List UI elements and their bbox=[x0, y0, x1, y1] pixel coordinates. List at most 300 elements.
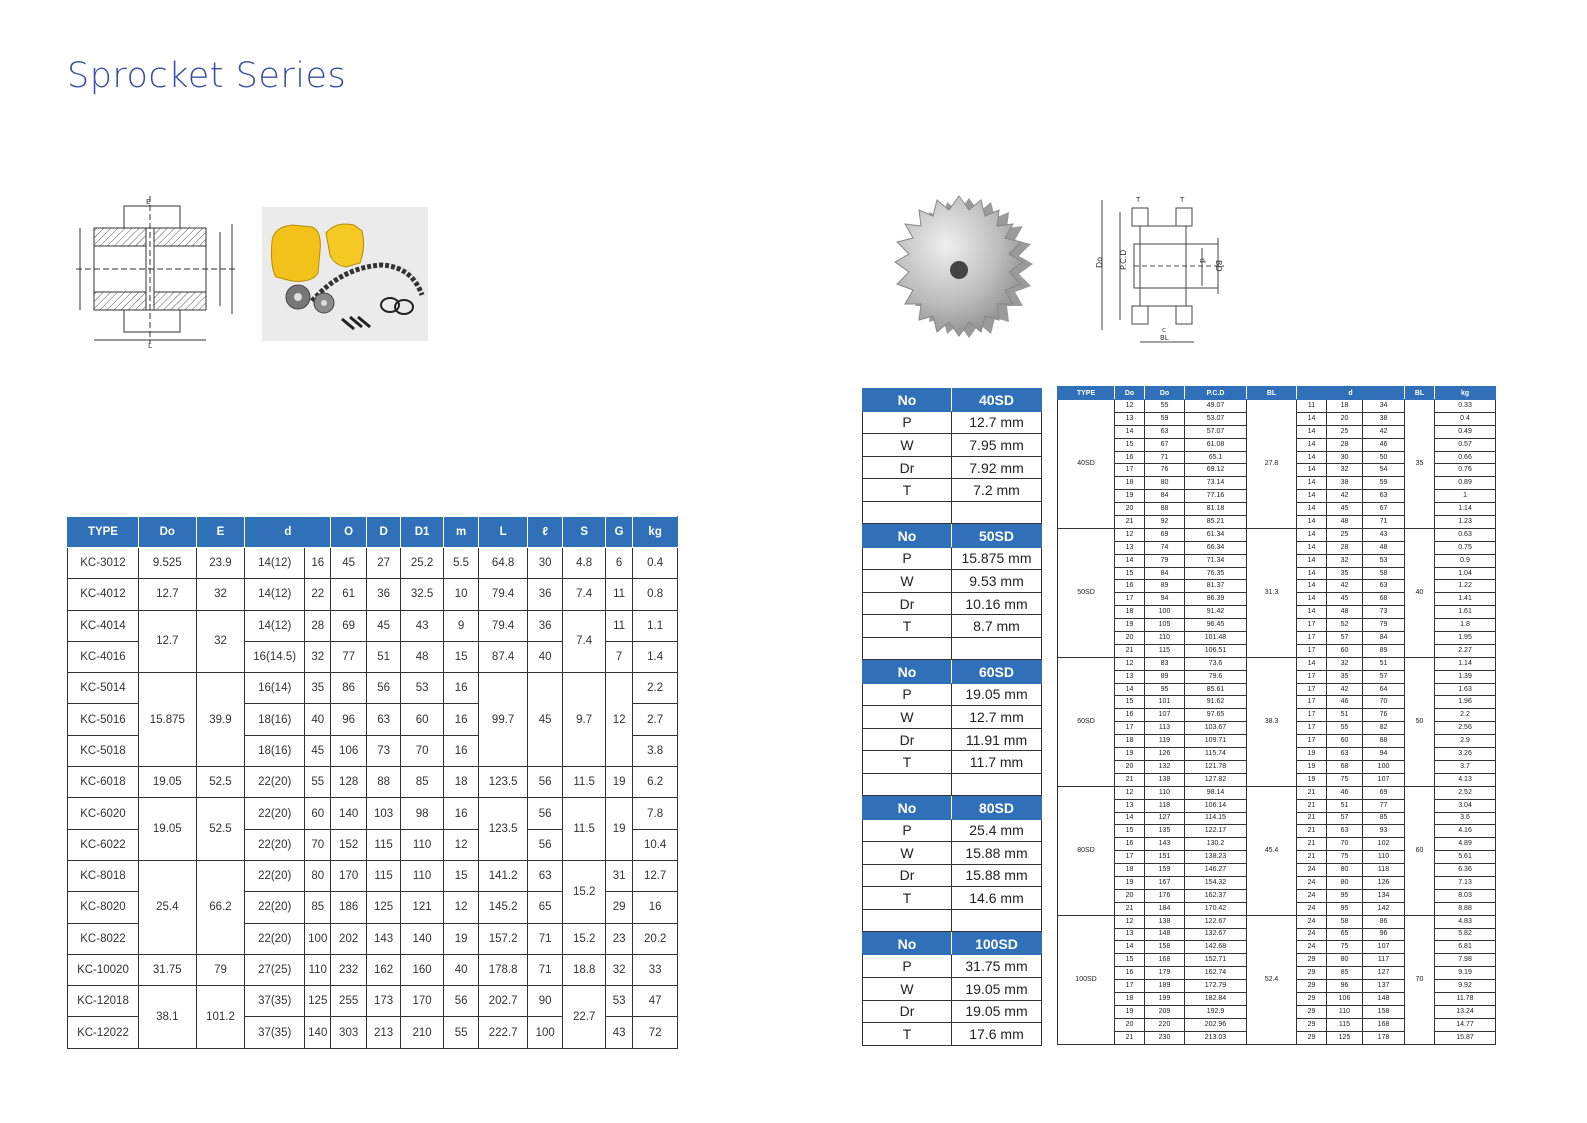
column-header: E bbox=[196, 517, 245, 548]
spec-cell: P bbox=[863, 547, 952, 570]
table-cell: 18 bbox=[1115, 992, 1145, 1005]
table-row bbox=[68, 548, 678, 579]
table-cell: 18 bbox=[1115, 606, 1145, 619]
table-cell: 70 bbox=[305, 829, 331, 860]
table-cell: 102 bbox=[1363, 838, 1405, 851]
spec-cell: 11.91 mm bbox=[952, 728, 1042, 751]
table-cell: 14(12) bbox=[245, 548, 305, 579]
table-cell: 0.4 bbox=[1435, 412, 1496, 425]
table-cell: 58 bbox=[1363, 567, 1405, 580]
table-cell: 84 bbox=[1145, 567, 1185, 580]
table-cell: 29 bbox=[1297, 992, 1327, 1005]
table-cell: 31 bbox=[605, 860, 632, 891]
table-cell: 30 bbox=[1327, 451, 1363, 464]
table-cell: 17 bbox=[1115, 980, 1145, 993]
table-cell: 127 bbox=[1363, 967, 1405, 980]
table-cell: 77 bbox=[331, 641, 366, 672]
table-cell: 100 bbox=[1145, 606, 1185, 619]
table-cell: 70 bbox=[1363, 696, 1405, 709]
table-cell: 127 bbox=[1145, 812, 1185, 825]
table-cell: 148 bbox=[1363, 992, 1405, 1005]
table-cell: 14 bbox=[1297, 541, 1327, 554]
table-cell: 110 bbox=[1145, 786, 1185, 799]
table-cell: 82 bbox=[1363, 722, 1405, 735]
table-cell: 76 bbox=[1363, 709, 1405, 722]
table-cell: 19.05 bbox=[138, 767, 196, 798]
table-cell: 48 bbox=[1327, 516, 1363, 529]
table-cell: 12 bbox=[443, 892, 478, 923]
table-cell: 1.39 bbox=[1435, 670, 1496, 683]
table-cell: 1.1 bbox=[633, 610, 678, 641]
table-cell: 40 bbox=[443, 954, 478, 985]
coupling-dimension-table bbox=[67, 516, 678, 1049]
spec-spacer-row bbox=[863, 501, 1042, 523]
table-cell: 17 bbox=[1297, 670, 1327, 683]
table-cell: 125 bbox=[1327, 1031, 1363, 1044]
table-cell: 16 bbox=[443, 704, 478, 735]
table-cell: 2.7 bbox=[633, 704, 678, 735]
spec-header-cell: No bbox=[863, 796, 952, 819]
table-cell: 18(16) bbox=[245, 704, 305, 735]
table-cell: KC-4012 bbox=[68, 579, 139, 610]
column-header: BL bbox=[1247, 387, 1297, 400]
table-cell: 115 bbox=[366, 860, 400, 891]
table-cell: 17 bbox=[1297, 696, 1327, 709]
table-cell: 0.9 bbox=[1435, 554, 1496, 567]
spec-cell: T bbox=[863, 887, 952, 910]
spec-cell: Dr bbox=[863, 592, 952, 615]
chain-spec-table bbox=[862, 932, 1042, 1046]
table-cell: 21 bbox=[1297, 851, 1327, 864]
table-cell: 16 bbox=[633, 892, 678, 923]
table-cell: 14 bbox=[1297, 593, 1327, 606]
table-cell: 86 bbox=[1363, 915, 1405, 928]
table-cell: 65.1 bbox=[1185, 451, 1247, 464]
table-cell: 213.03 bbox=[1185, 1031, 1247, 1044]
table-cell: 140 bbox=[401, 923, 444, 954]
table-cell: 30 bbox=[527, 548, 562, 579]
table-cell: 19 bbox=[443, 923, 478, 954]
spec-cell: Dr bbox=[863, 1000, 952, 1023]
table-cell: 54 bbox=[1363, 464, 1405, 477]
table-row bbox=[1058, 915, 1496, 928]
table-cell: 220 bbox=[1145, 1018, 1185, 1031]
table-cell: 18 bbox=[1327, 400, 1363, 413]
table-cell: 32 bbox=[305, 641, 331, 672]
table-cell: 5.61 bbox=[1435, 851, 1496, 864]
spec-row bbox=[863, 592, 1042, 615]
table-cell: KC-6018 bbox=[68, 767, 139, 798]
table-cell: 125 bbox=[366, 892, 400, 923]
table-cell: 141.2 bbox=[479, 860, 528, 891]
table-cell: 6.81 bbox=[1435, 941, 1496, 954]
table-cell: 19 bbox=[605, 767, 632, 798]
table-cell: 80 bbox=[1327, 864, 1363, 877]
column-header: kg bbox=[1435, 387, 1496, 400]
spec-row bbox=[863, 615, 1042, 638]
bl-cell: 35 bbox=[1405, 400, 1435, 529]
sprocket-dimension-table bbox=[1057, 386, 1496, 1045]
table-cell: 81.18 bbox=[1185, 503, 1247, 516]
table-cell: 21 bbox=[1115, 516, 1145, 529]
bl-cell: 52.4 bbox=[1247, 915, 1297, 1044]
table-cell: 15 bbox=[1115, 954, 1145, 967]
table-cell: 7.13 bbox=[1435, 876, 1496, 889]
bl-cell: 50 bbox=[1405, 657, 1435, 786]
table-cell: 230 bbox=[1145, 1031, 1185, 1044]
table-cell: 38.1 bbox=[138, 986, 196, 1049]
table-cell: 6.36 bbox=[1435, 864, 1496, 877]
table-cell: 24 bbox=[1297, 864, 1327, 877]
table-cell: 4.8 bbox=[563, 548, 606, 579]
table-cell: KC-6020 bbox=[68, 798, 139, 829]
sprocket-type-cell: 100SD bbox=[1058, 915, 1115, 1044]
table-cell: 7.8 bbox=[633, 798, 678, 829]
spec-cell: 12.7 mm bbox=[952, 411, 1042, 434]
table-cell: 79 bbox=[196, 954, 245, 985]
spec-cell: 31.75 mm bbox=[952, 955, 1042, 978]
table-cell: 69 bbox=[331, 610, 366, 641]
spec-header-cell: 100SD bbox=[952, 932, 1042, 955]
table-cell: 14 bbox=[1297, 516, 1327, 529]
table-cell: 29 bbox=[1297, 1031, 1327, 1044]
table-cell: 56 bbox=[527, 767, 562, 798]
table-cell: 4.16 bbox=[1435, 825, 1496, 838]
table-cell: 4.13 bbox=[1435, 773, 1496, 786]
table-cell: KC-6022 bbox=[68, 829, 139, 860]
table-cell: 168 bbox=[1363, 1018, 1405, 1031]
table-cell: 51 bbox=[1327, 799, 1363, 812]
spec-cell: 14.6 mm bbox=[952, 887, 1042, 910]
table-cell: 17 bbox=[1115, 464, 1145, 477]
table-cell: 126 bbox=[1145, 748, 1185, 761]
table-cell: 12 bbox=[1115, 657, 1145, 670]
table-cell: 11.5 bbox=[563, 767, 606, 798]
table-cell: 17 bbox=[1297, 632, 1327, 645]
table-cell: 96.45 bbox=[1185, 619, 1247, 632]
chain-spec-tables bbox=[862, 388, 1042, 1046]
table-cell: 52.5 bbox=[196, 767, 245, 798]
table-cell: 73.14 bbox=[1185, 477, 1247, 490]
table-cell: 12.7 bbox=[138, 610, 196, 673]
table-cell: 101.48 bbox=[1185, 632, 1247, 645]
table-cell: 12 bbox=[443, 829, 478, 860]
table-cell: 22(20) bbox=[245, 798, 305, 829]
table-cell: 142.68 bbox=[1185, 941, 1247, 954]
table-cell: 202.96 bbox=[1185, 1018, 1247, 1031]
table-cell: 32.5 bbox=[401, 579, 444, 610]
table-cell: 14 bbox=[1115, 554, 1145, 567]
table-row bbox=[68, 767, 678, 798]
table-cell: 16 bbox=[1115, 451, 1145, 464]
table-cell: 5.82 bbox=[1435, 928, 1496, 941]
table-cell: 170.42 bbox=[1185, 902, 1247, 915]
drawing-label-l: L bbox=[148, 342, 152, 348]
table-cell: 127.82 bbox=[1185, 773, 1247, 786]
table-cell: 121.78 bbox=[1185, 760, 1247, 773]
table-cell: 189 bbox=[1145, 980, 1185, 993]
table-cell: 61.34 bbox=[1185, 528, 1247, 541]
table-cell: 162 bbox=[366, 954, 400, 985]
spec-cell: P bbox=[863, 819, 952, 842]
table-cell: 35 bbox=[1327, 670, 1363, 683]
table-cell: 109.71 bbox=[1185, 735, 1247, 748]
spec-cell: Dr bbox=[863, 864, 952, 887]
chain-spec-table bbox=[862, 796, 1042, 932]
spec-row bbox=[863, 479, 1042, 502]
table-cell: 56 bbox=[366, 673, 400, 704]
table-cell: 16 bbox=[443, 673, 478, 704]
table-cell: 0.76 bbox=[1435, 464, 1496, 477]
table-cell: 32 bbox=[605, 954, 632, 985]
table-cell: 48 bbox=[1327, 606, 1363, 619]
table-cell: 32 bbox=[1327, 657, 1363, 670]
table-cell: 19.05 bbox=[138, 798, 196, 861]
spec-cell: 15.875 mm bbox=[952, 547, 1042, 570]
sprocket-table-header bbox=[1058, 387, 1496, 400]
table-cell: 13 bbox=[1115, 670, 1145, 683]
table-cell: 23 bbox=[605, 923, 632, 954]
table-cell: 12 bbox=[1115, 400, 1145, 413]
table-cell: 170 bbox=[331, 860, 366, 891]
table-cell: 0.4 bbox=[633, 548, 678, 579]
chain-spec-table bbox=[862, 660, 1042, 796]
table-cell: 138 bbox=[1145, 915, 1185, 928]
table-cell: 16 bbox=[1115, 838, 1145, 851]
table-cell: 29 bbox=[1297, 980, 1327, 993]
table-row bbox=[1058, 657, 1496, 670]
table-cell: 13.24 bbox=[1435, 1005, 1496, 1018]
table-cell: 179 bbox=[1145, 967, 1185, 980]
table-cell: 7.98 bbox=[1435, 954, 1496, 967]
table-cell: 118 bbox=[1145, 799, 1185, 812]
table-cell: KC-4014 bbox=[68, 610, 139, 641]
table-cell: 25.4 bbox=[138, 860, 196, 954]
table-cell: 1.23 bbox=[1435, 516, 1496, 529]
table-cell: 110 bbox=[1363, 851, 1405, 864]
table-cell: 1.41 bbox=[1435, 593, 1496, 606]
table-cell: 123.5 bbox=[479, 767, 528, 798]
table-cell: 22(20) bbox=[245, 860, 305, 891]
table-row bbox=[1058, 400, 1496, 413]
table-cell: 115 bbox=[1327, 1018, 1363, 1031]
table-cell: 49.07 bbox=[1185, 400, 1247, 413]
spec-row bbox=[863, 819, 1042, 842]
table-cell: 74 bbox=[1145, 541, 1185, 554]
table-cell: 22.7 bbox=[563, 986, 606, 1049]
column-header: P.C.D bbox=[1185, 387, 1247, 400]
table-cell: 3.8 bbox=[633, 735, 678, 766]
table-cell: 95 bbox=[1327, 889, 1363, 902]
table-cell: 14.77 bbox=[1435, 1018, 1496, 1031]
spec-header-cell: No bbox=[863, 932, 952, 955]
table-cell: 12 bbox=[605, 673, 632, 767]
table-cell: 24 bbox=[1297, 915, 1327, 928]
table-cell: 45 bbox=[305, 735, 331, 766]
spec-row bbox=[863, 1023, 1042, 1046]
table-cell: 88 bbox=[1145, 503, 1185, 516]
spec-table-header bbox=[863, 932, 1042, 955]
table-cell: 67 bbox=[1363, 503, 1405, 516]
table-cell: 16 bbox=[1115, 709, 1145, 722]
table-cell: 47 bbox=[633, 986, 678, 1017]
column-header: G bbox=[605, 517, 632, 548]
table-cell: 68 bbox=[1363, 593, 1405, 606]
table-cell: 17 bbox=[1115, 593, 1145, 606]
table-cell: 16 bbox=[443, 798, 478, 829]
spec-header-cell: No bbox=[863, 524, 952, 547]
table-cell: 11 bbox=[605, 579, 632, 610]
spec-cell: 7.95 mm bbox=[952, 434, 1042, 457]
table-cell: 13 bbox=[1115, 541, 1145, 554]
table-cell: 77 bbox=[1363, 799, 1405, 812]
table-cell: 17 bbox=[1115, 851, 1145, 864]
table-cell: 29 bbox=[1297, 1005, 1327, 1018]
table-cell: 9 bbox=[443, 610, 478, 641]
table-cell: 9.92 bbox=[1435, 980, 1496, 993]
table-cell: 143 bbox=[1145, 838, 1185, 851]
table-cell: 14 bbox=[1297, 528, 1327, 541]
table-cell: 21 bbox=[1115, 902, 1145, 915]
spec-spacer-row bbox=[863, 637, 1042, 659]
table-cell: 3.04 bbox=[1435, 799, 1496, 812]
table-cell: 106.51 bbox=[1185, 644, 1247, 657]
spec-header-cell: No bbox=[863, 660, 952, 683]
table-cell: 69 bbox=[1363, 786, 1405, 799]
table-cell: 63 bbox=[1145, 425, 1185, 438]
table-cell: 1.04 bbox=[1435, 567, 1496, 580]
table-cell: 17 bbox=[1297, 735, 1327, 748]
spec-table-header bbox=[863, 524, 1042, 547]
table-cell: 57 bbox=[1327, 632, 1363, 645]
table-cell: 0.89 bbox=[1435, 477, 1496, 490]
table-cell: 125 bbox=[305, 986, 331, 1017]
table-cell: 42 bbox=[1327, 683, 1363, 696]
table-cell: 53 bbox=[605, 986, 632, 1017]
table-row bbox=[68, 860, 678, 891]
table-cell: 107 bbox=[1363, 773, 1405, 786]
table-cell: 96 bbox=[1363, 928, 1405, 941]
table-cell: 22 bbox=[305, 579, 331, 610]
table-cell: 13 bbox=[1115, 928, 1145, 941]
spec-cell: W bbox=[863, 570, 952, 593]
table-cell: 1.4 bbox=[633, 641, 678, 672]
table-cell: 14 bbox=[1297, 451, 1327, 464]
spec-row bbox=[863, 978, 1042, 1001]
table-cell: 64 bbox=[1363, 683, 1405, 696]
spec-header-cell: 50SD bbox=[952, 524, 1042, 547]
table-cell: 107 bbox=[1145, 709, 1185, 722]
table-cell: 94 bbox=[1363, 748, 1405, 761]
table-cell: 9.525 bbox=[138, 548, 196, 579]
table-cell: KC-8018 bbox=[68, 860, 139, 891]
table-cell: 22(20) bbox=[245, 892, 305, 923]
table-cell: 10 bbox=[443, 579, 478, 610]
table-cell: 21 bbox=[1297, 838, 1327, 851]
table-cell: 66.2 bbox=[196, 860, 245, 954]
table-cell: 18 bbox=[1115, 477, 1145, 490]
table-cell: 103.67 bbox=[1185, 722, 1247, 735]
table-row bbox=[1058, 528, 1496, 541]
table-cell: 29 bbox=[1297, 967, 1327, 980]
table-cell: 66.34 bbox=[1185, 541, 1247, 554]
table-cell: 24 bbox=[1297, 889, 1327, 902]
bl-cell: 31.3 bbox=[1247, 528, 1297, 657]
table-cell: 55 bbox=[1145, 400, 1185, 413]
table-cell: 88 bbox=[1363, 735, 1405, 748]
bl-cell: 70 bbox=[1405, 915, 1435, 1044]
table-cell: 73 bbox=[366, 735, 400, 766]
table-cell: 57 bbox=[1363, 670, 1405, 683]
spec-cell: 19.05 mm bbox=[952, 978, 1042, 1001]
table-cell: 17 bbox=[1297, 709, 1327, 722]
table-cell: 0.63 bbox=[1435, 528, 1496, 541]
table-cell: 20 bbox=[1115, 1018, 1145, 1031]
table-cell: 97.65 bbox=[1185, 709, 1247, 722]
table-cell: 123.5 bbox=[479, 798, 528, 861]
table-cell: 138.23 bbox=[1185, 851, 1247, 864]
spec-cell: 7.92 mm bbox=[952, 456, 1042, 479]
table-cell: 34 bbox=[1363, 400, 1405, 413]
table-cell: 22(20) bbox=[245, 829, 305, 860]
table-cell: 79.4 bbox=[479, 610, 528, 641]
table-cell: 73 bbox=[1363, 606, 1405, 619]
table-cell: 14 bbox=[1297, 657, 1327, 670]
table-cell: 42 bbox=[1327, 490, 1363, 503]
column-header: L bbox=[479, 517, 528, 548]
table-cell: 86 bbox=[331, 673, 366, 704]
table-cell: 8.88 bbox=[1435, 902, 1496, 915]
table-cell: 2.2 bbox=[1435, 709, 1496, 722]
table-cell: 107 bbox=[1363, 941, 1405, 954]
table-cell: 3.7 bbox=[1435, 760, 1496, 773]
table-cell: 23.9 bbox=[196, 548, 245, 579]
table-cell: 17 bbox=[1297, 619, 1327, 632]
table-cell: 98 bbox=[401, 798, 444, 829]
spec-cell: T bbox=[863, 751, 952, 774]
table-cell: 2.56 bbox=[1435, 722, 1496, 735]
table-cell: 128 bbox=[331, 767, 366, 798]
table-cell: 151 bbox=[1145, 851, 1185, 864]
table-cell: 11.5 bbox=[563, 798, 606, 861]
spec-row bbox=[863, 842, 1042, 865]
table-cell: 14 bbox=[1297, 554, 1327, 567]
table-cell: 89 bbox=[1145, 580, 1185, 593]
table-cell: 24 bbox=[1297, 928, 1327, 941]
sprocket-type-cell: 80SD bbox=[1058, 786, 1115, 915]
table-cell: 95 bbox=[1327, 902, 1363, 915]
drawing-label-do: Do bbox=[1095, 256, 1104, 268]
table-cell: 145.2 bbox=[479, 892, 528, 923]
table-cell: 15 bbox=[1115, 438, 1145, 451]
spec-cell: 9.53 mm bbox=[952, 570, 1042, 593]
table-cell: 110 bbox=[305, 954, 331, 985]
table-cell: KC-5014 bbox=[68, 673, 139, 704]
spec-cell: 15.88 mm bbox=[952, 842, 1042, 865]
spec-cell: 25.4 mm bbox=[952, 819, 1042, 842]
table-cell: 16 bbox=[1115, 580, 1145, 593]
table-cell: 172.79 bbox=[1185, 980, 1247, 993]
table-cell: 46 bbox=[1327, 786, 1363, 799]
drawing-label-t1: T bbox=[1136, 196, 1141, 204]
column-header: TYPE bbox=[68, 517, 139, 548]
table-cell: 0.57 bbox=[1435, 438, 1496, 451]
table-cell: 22(20) bbox=[245, 923, 305, 954]
chain-coupling-parts-photo bbox=[262, 207, 428, 341]
column-header: O bbox=[331, 517, 366, 548]
table-cell: 1.8 bbox=[1435, 619, 1496, 632]
spec-table-header bbox=[863, 660, 1042, 683]
